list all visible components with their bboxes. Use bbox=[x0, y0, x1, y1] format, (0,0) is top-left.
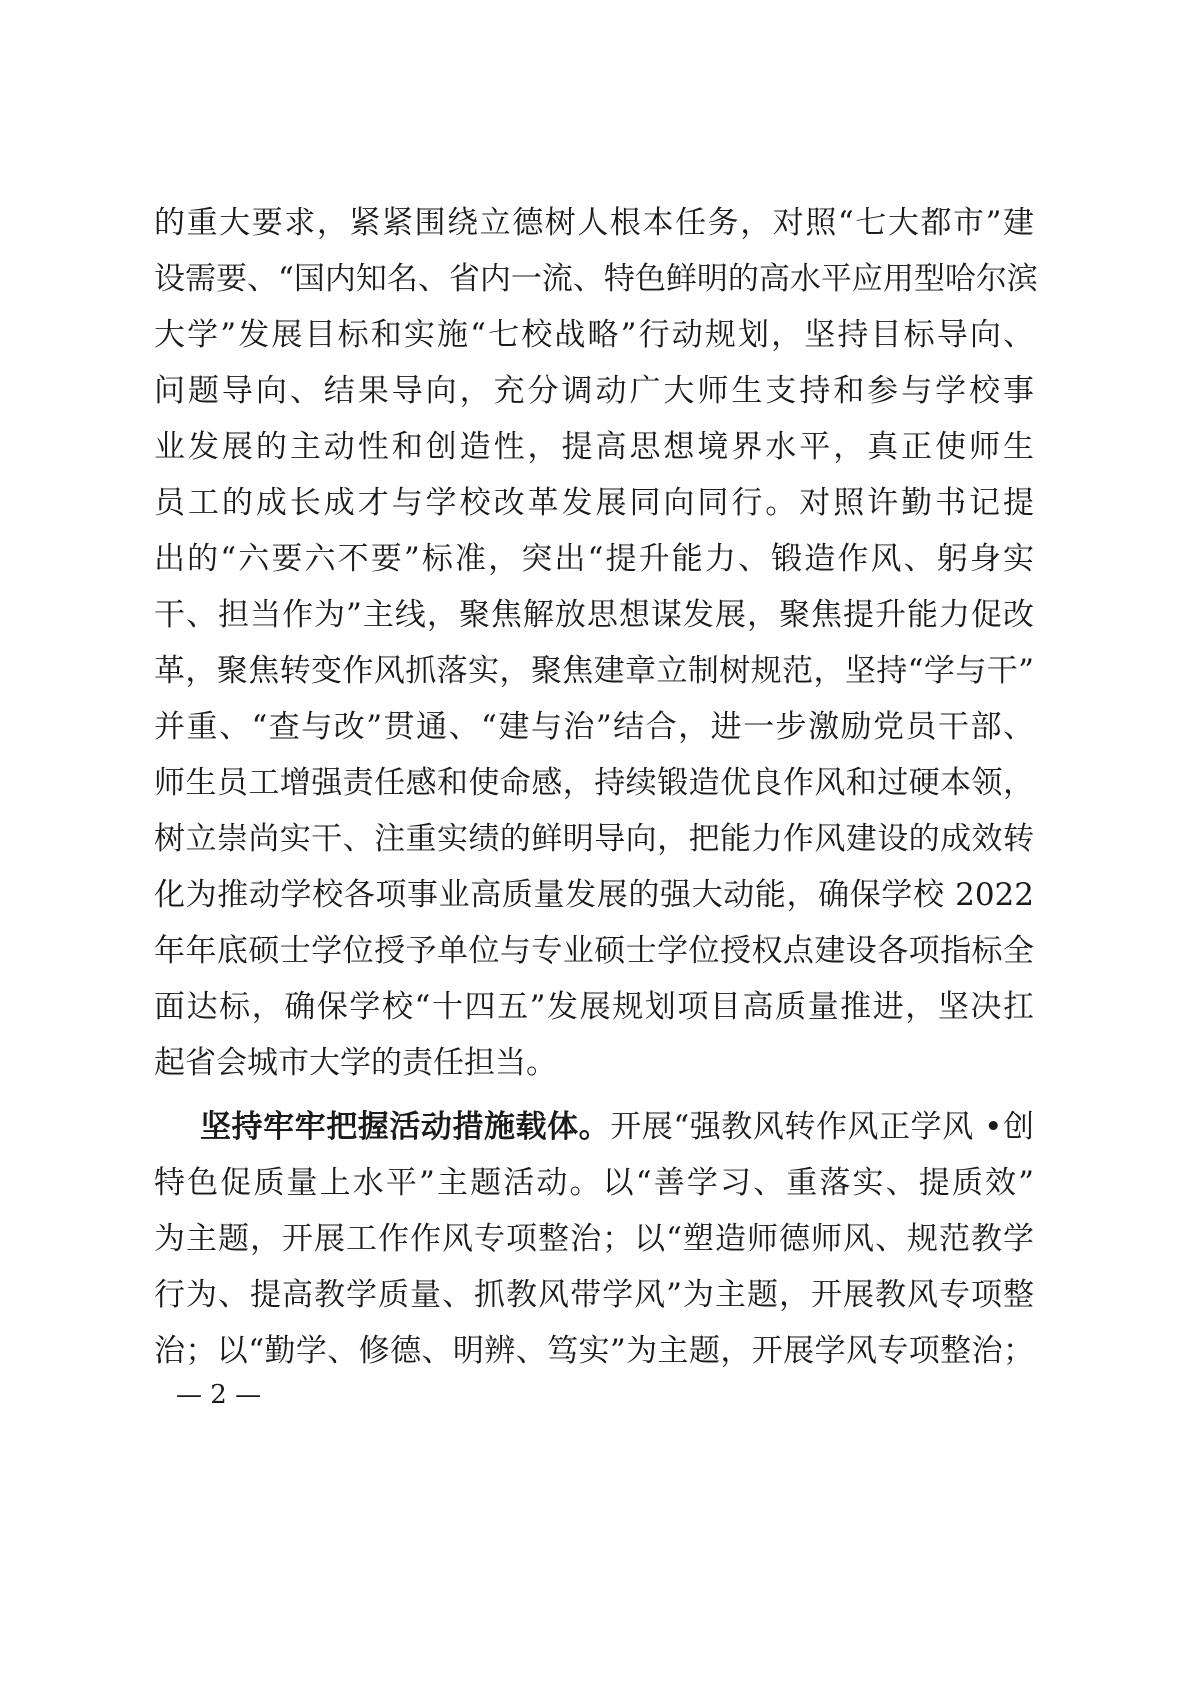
page-number: — 2 — bbox=[176, 1380, 262, 1410]
text-line: 问题导向、结果导向，充分调动广大师生支持和参与学校事 bbox=[154, 373, 1034, 409]
text-line: 行为、提高教学质量、抓教风带学风”为主题，开展教风专项整 bbox=[154, 1277, 1034, 1313]
paragraph-heading: 坚持牢牢把握活动措施载体。 bbox=[200, 1109, 611, 1145]
paragraph-first-line bbox=[200, 1107, 1034, 1147]
text-line: 面达标，确保学校“十四五”发展规划项目高质量推进，坚决扛 bbox=[154, 989, 1034, 1025]
text-segment: 开展“强教风转作风正学风 •创 bbox=[610, 1109, 1034, 1145]
text-line: 员工的成长成才与学校改革发展同向同行。对照许勤书记提 bbox=[154, 485, 1034, 521]
text-line: 化为推动学校各项事业高质量发展的强大动能，确保学校 2022 bbox=[154, 877, 1034, 913]
text-line: 干、担当作为”主线，聚焦解放思想谋发展，聚焦提升能力促改 bbox=[154, 597, 1034, 633]
text-line: 师生员工增强责任感和使命感，持续锻造优良作风和过硬本领， bbox=[154, 765, 1034, 801]
text-line: 出的“六要六不要”标准，突出“提升能力、锻造作风、躬身实 bbox=[154, 541, 1034, 577]
text-line: 的重大要求，紧紧围绕立德树人根本任务，对照“七大都市”建 bbox=[154, 205, 1034, 241]
text-line: 为主题，开展工作作风专项整治；以“塑造师德师风、规范教学 bbox=[154, 1221, 1034, 1257]
text-line: 树立崇尚实干、注重实绩的鲜明导向，把能力作风建设的成效转 bbox=[154, 821, 1034, 857]
text-line: 年年底硕士学位授予单位与专业硕士学位授权点建设各项指标全 bbox=[154, 933, 1034, 969]
text-line: 大学”发展目标和实施“七校战略”行动规划，坚持目标导向、 bbox=[154, 317, 1034, 353]
text-line: 设需要、“国内知名、省内一流、特色鲜明的高水平应用型哈尔滨 bbox=[154, 261, 1038, 297]
text-line: 并重、“查与改”贯通、“建与治”结合，进一步激励党员干部、 bbox=[154, 709, 1034, 745]
text-line: 起省会城市大学的责任担当。 bbox=[154, 1045, 557, 1081]
text-line: 革，聚焦转变作风抓落实，聚焦建章立制树规范，坚持“学与干” bbox=[154, 653, 1034, 689]
text-line: 业发展的主动性和创造性，提高思想境界水平，真正使师生 bbox=[154, 429, 1034, 465]
text-line: 特色促质量上水平”主题活动。以“善学习、重落实、提质效” bbox=[154, 1165, 1034, 1201]
text-line: 治；以“勤学、修德、明辨、笃实”为主题，开展学风专项整治； bbox=[154, 1333, 1034, 1369]
